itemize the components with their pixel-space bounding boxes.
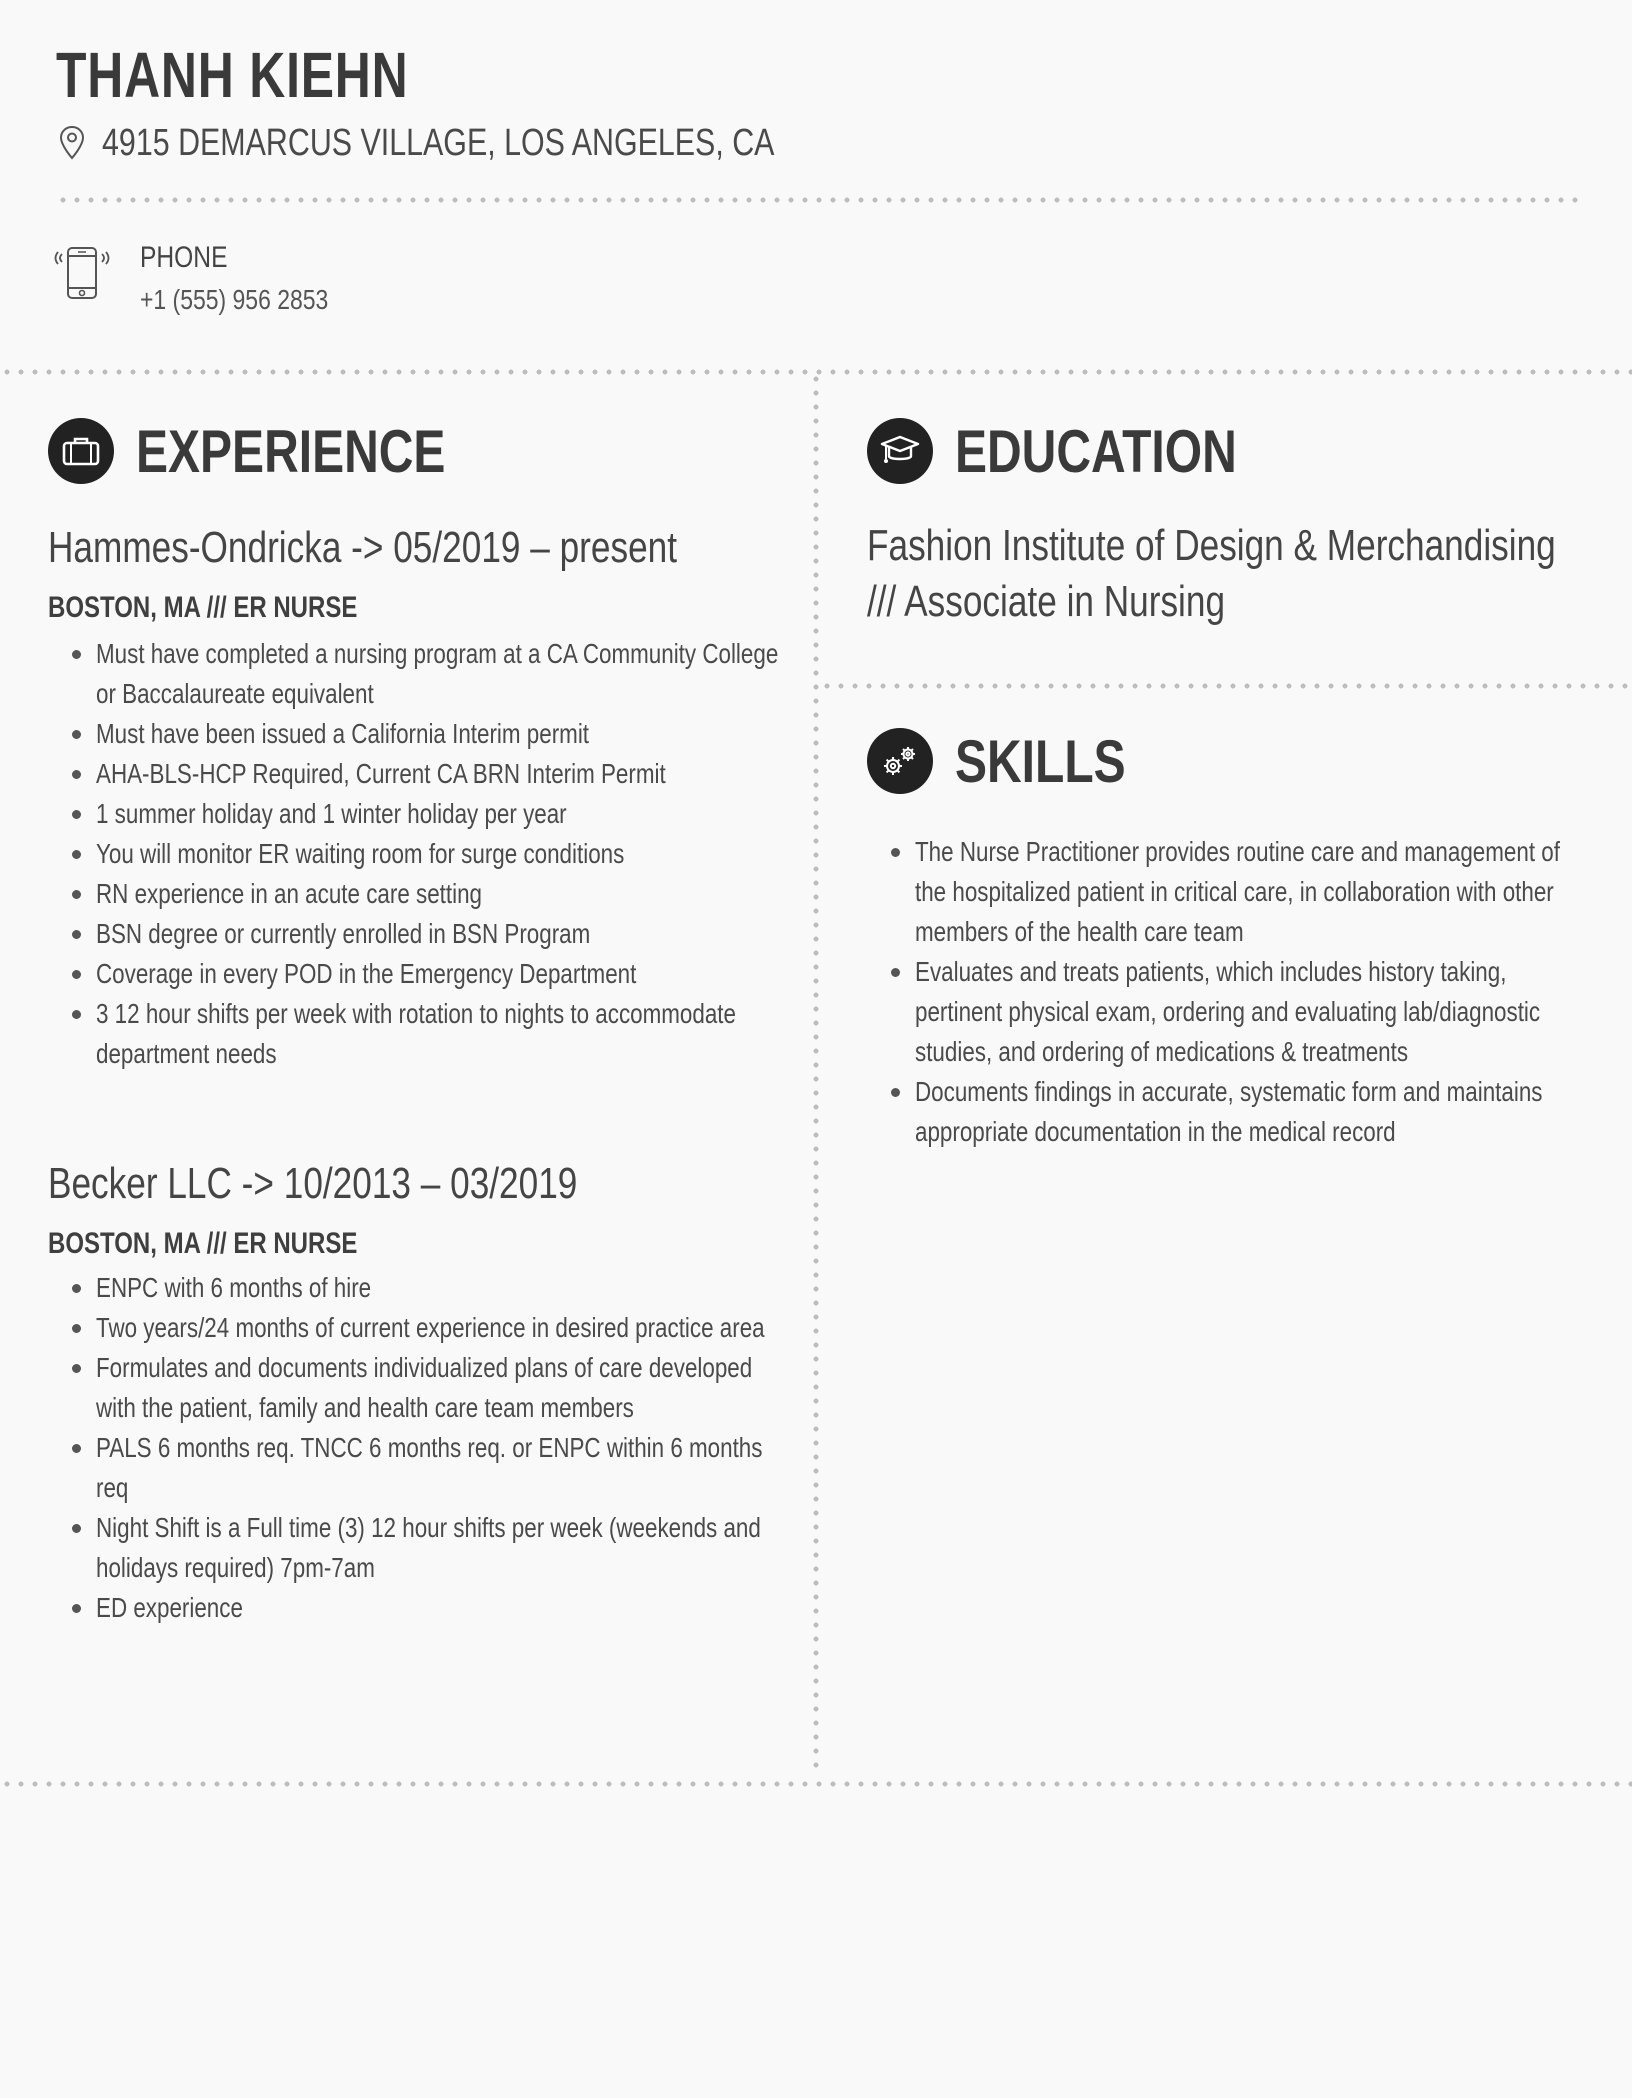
header-divider — [56, 197, 1580, 203]
job-entry — [48, 520, 788, 1074]
phone-number: +1 (555) 956 2853 — [140, 284, 329, 315]
job-title: Becker LLC -> 10/2013 – 03/2019 — [48, 1159, 578, 1208]
phone-contact — [54, 238, 370, 320]
list-item: The Nurse Practitioner provides routine care and management of the hospitalized patient in critical care, in collaboration with other members of the health care team — [867, 832, 1587, 952]
list-item: PALS 6 months req. TNCC 6 months req. or ENPC within 6 months req — [48, 1428, 788, 1508]
list-item: ED experience — [48, 1588, 788, 1628]
education-title: EDUCATION — [955, 417, 1237, 485]
experience-title: EXPERIENCE — [136, 417, 446, 485]
list-item: AHA-BLS-HCP Required, Current CA BRN Interim Permit — [48, 754, 788, 794]
list-item: Evaluates and treats patients, which includes history taking, pertinent physical exam, ordering and evaluating lab/diagnostic studies, and ordering of medications & treatments — [867, 952, 1587, 1072]
list-item: Two years/24 months of current experience in desired practice area — [48, 1308, 788, 1348]
skills-bullets — [867, 832, 1587, 1152]
list-item: Night Shift is a Full time (3) 12 hour shifts per week (weekends and holidays required) 7pm-7am — [48, 1508, 788, 1588]
list-item: BSN degree or currently enrolled in BSN Program — [48, 914, 788, 954]
phone-label: PHONE — [140, 241, 228, 274]
job-duties — [48, 634, 788, 1074]
experience-header — [48, 417, 523, 485]
bottom-section-divider — [0, 1781, 1632, 1787]
briefcase-icon — [48, 418, 114, 484]
list-item: You will monitor ER waiting room for surge conditions — [48, 834, 788, 874]
address-row — [58, 118, 943, 168]
list-item: Formulates and documents individualized plans of care developed with the patient, family and health care team members — [48, 1348, 788, 1428]
skills-list — [867, 832, 1587, 1152]
list-item: RN experience in an acute care setting — [48, 874, 788, 914]
degree: /// Associate in Nursing — [867, 577, 1226, 626]
school-name: Fashion Institute of Design & Merchandising — [867, 521, 1556, 570]
job-location-role: BOSTON, MA /// ER NURSE — [48, 591, 358, 624]
job-location-role: BOSTON, MA /// ER NURSE — [48, 1227, 358, 1260]
list-item: Must have completed a nursing program at a CA Community College or Baccalaureate equivalent — [48, 634, 788, 714]
address: 4915 DEMARCUS VILLAGE, LOS ANGELES, CA — [102, 121, 775, 164]
list-item: 3 12 hour shifts per week with rotation to nights to accommodate department needs — [48, 994, 788, 1074]
list-item: ENPC with 6 months of hire — [48, 1268, 788, 1308]
list-item: Documents findings in accurate, systematic form and maintains appropriate documentation in the medical record — [867, 1072, 1587, 1152]
education-header — [867, 417, 1307, 485]
job-duties — [48, 1268, 788, 1628]
candidate-name: THANH KIEHN — [56, 39, 409, 111]
list-item: 1 summer holiday and 1 winter holiday per year — [48, 794, 788, 834]
skills-header — [867, 727, 1168, 795]
job-title: Hammes-Ondricka -> 05/2019 – present — [48, 523, 678, 572]
education-entry — [867, 518, 1587, 630]
education-skills-divider — [820, 683, 1632, 689]
gears-icon — [867, 728, 933, 794]
job-entry — [48, 1156, 788, 1628]
mobile-phone-icon — [54, 244, 110, 302]
graduation-cap-icon — [867, 418, 933, 484]
list-item: Must have been issued a California Interim permit — [48, 714, 788, 754]
list-item: Coverage in every POD in the Emergency Department — [48, 954, 788, 994]
skills-title: SKILLS — [955, 727, 1126, 795]
map-pin-icon — [58, 125, 86, 161]
